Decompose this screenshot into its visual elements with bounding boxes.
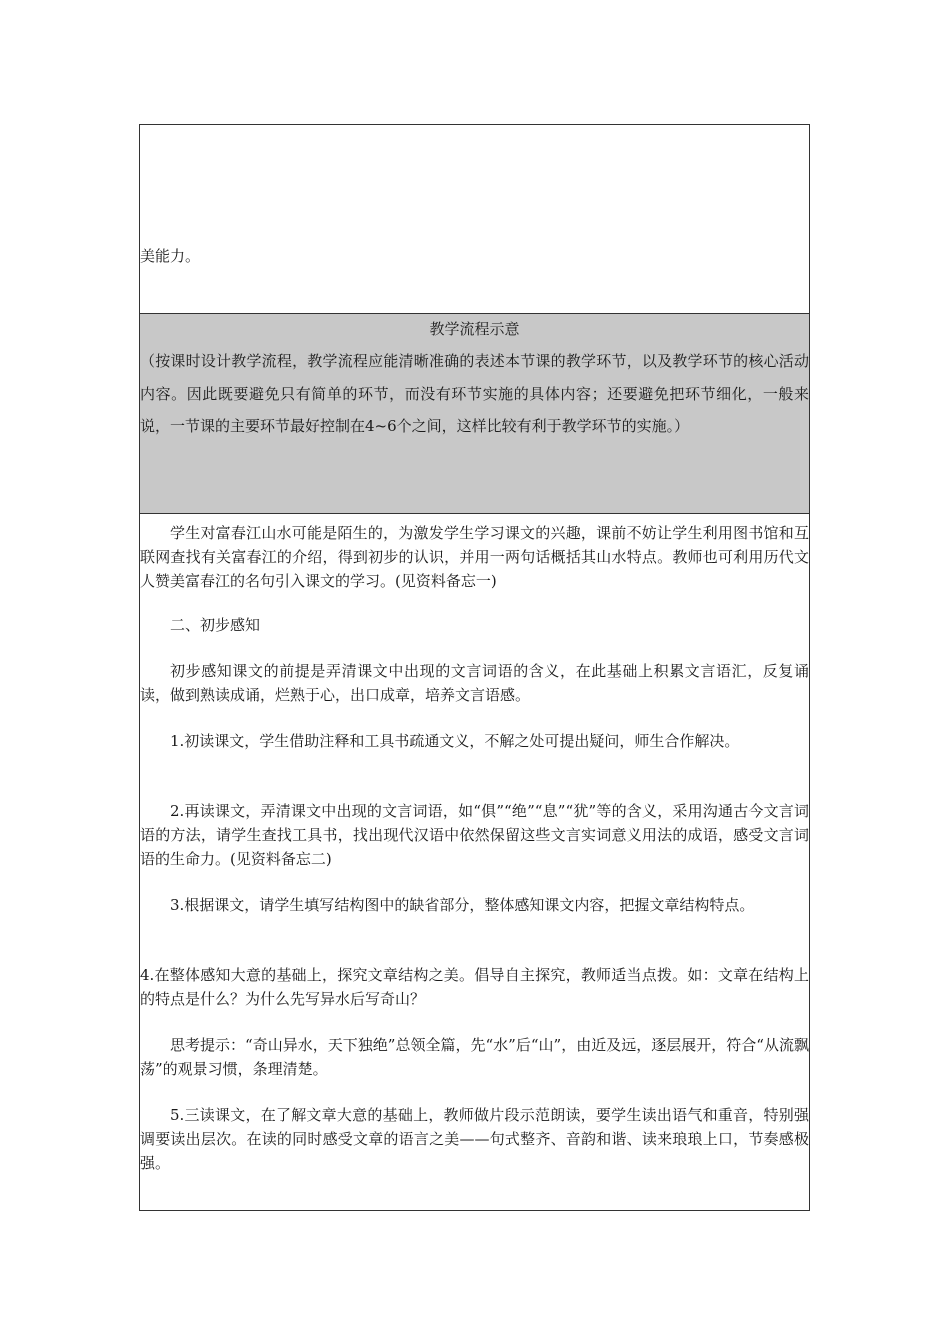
- teaching-flow-header: [140, 314, 809, 514]
- top-section-text: 美能力。: [140, 247, 201, 265]
- intro-paragraph: 学生对富春江山水可能是陌生的，为激发学生学习课文的兴趣，课前不妨让学生利用图书馆和互联网查找有关富春江的介绍，得到初步的认识，并用一两句话概括其山水特点。教师也可利用历代文人赞美富春江的名句引入课文的学习。(见资料备忘一): [140, 524, 809, 590]
- top-section: [140, 125, 809, 314]
- section-instructions: （按课时设计教学流程，教学流程应能清晰准确的表述本节课的教学环节，以及教学环节的核心活动内容。因此既要避免只有简单的环节，而没有环节实施的具体内容；还要避免把环节细化，一般来说，一节课的主要环节最好控制在4~6个之间，这样比较有利于教学环节的实施。）: [140, 352, 809, 435]
- step-heading: 二、初步感知: [170, 616, 261, 634]
- list-item: 1.初读课文，学生借助注释和工具书疏通文义，不解之处可提出疑问，师生合作解决。: [170, 732, 740, 750]
- section-title: 教学流程示意: [429, 320, 520, 338]
- list-item: 3.根据课文，请学生填写结构图中的缺省部分，整体感知课文内容，把握文章结构特点。: [170, 896, 755, 914]
- list-item: 2.再读课文，弄清课文中出现的文言词语，如“俱”“绝”“息”“犹”等的含义，采用沟通古今文言词语的方法，请学生查找工具书，找出现代汉语中依然保留这些文言实词意义用法的成语，感受文言词语的生命力。(见资料备忘二): [140, 802, 809, 868]
- hint-paragraph: 思考提示：“奇山异水，天下独绝”总领全篇，先“水”后“山”，由近及远，逐层展开，符合“从流飘荡”的观景习惯，条理清楚。: [140, 1036, 809, 1078]
- lesson-plan-table: [139, 124, 810, 1211]
- list-item: 4.在整体感知大意的基础上，探究文章结构之美。倡导自主探究，教师适当点拨。如：文章在结构上的特点是什么？为什么先写异水后写奇山？: [140, 966, 809, 1008]
- list-item: 5.三读课文，在了解文章大意的基础上，教师做片段示范朗读，要学生读出语气和重音，特别强调要读出层次。在读的同时感受文章的语言之美——句式整齐、音韵和谐、读来琅琅上口，节奏感极强。: [140, 1106, 809, 1172]
- perception-paragraph: 初步感知课文的前提是弄清课文中出现的文言词语的含义，在此基础上积累文言语汇，反复诵读，做到熟读成诵，烂熟于心，出口成章，培养文言语感。: [140, 662, 809, 704]
